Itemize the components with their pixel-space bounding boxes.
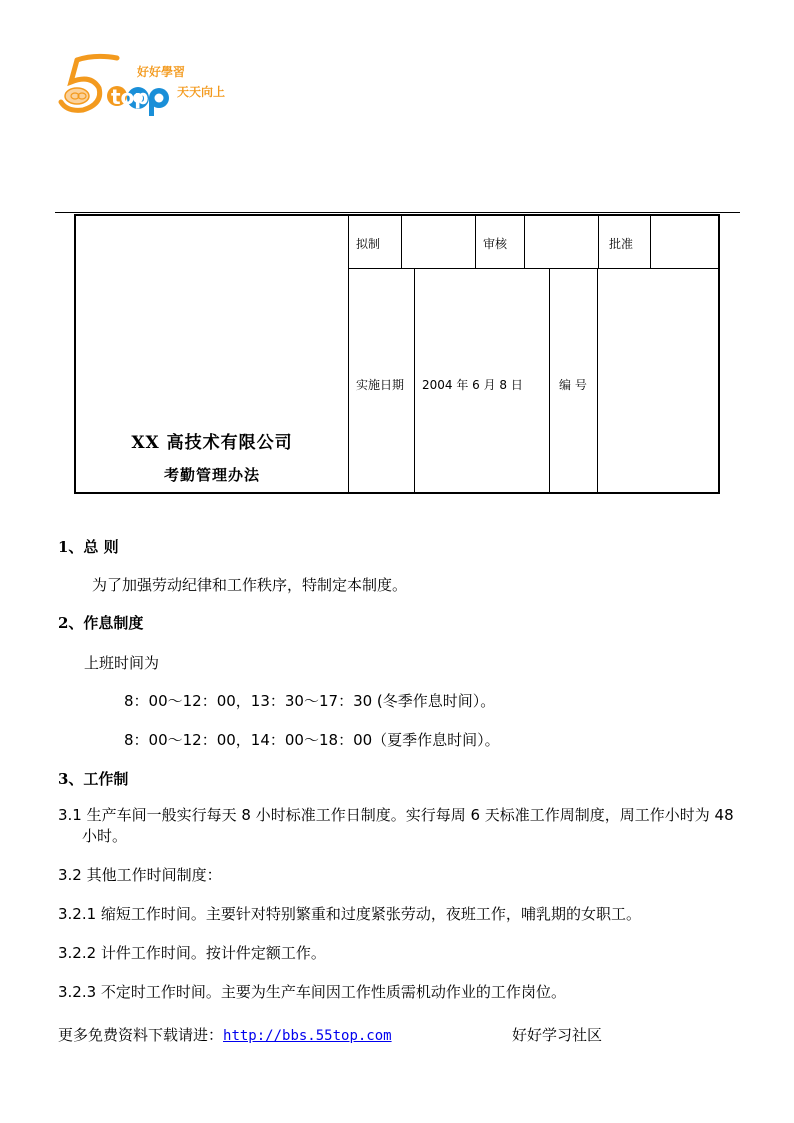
header-rule bbox=[55, 212, 740, 213]
number-label: 编 号 bbox=[559, 378, 587, 392]
clause-3-2-3: 3.2.3 不定时工作时间。主要为生产车间因工作性质需机动作业的工作岗位。 bbox=[58, 983, 566, 1001]
draft-label-cell bbox=[349, 216, 401, 268]
draft-label: 拟制 bbox=[356, 237, 381, 251]
title-panel bbox=[76, 216, 349, 492]
company-name: XX 高技术有限公司 bbox=[131, 433, 293, 453]
approve-value-cell bbox=[651, 216, 718, 268]
clause-3-2-2: 3.2.2 计件工作时间。按计件定额工作。 bbox=[58, 944, 326, 962]
divider bbox=[414, 269, 415, 492]
effective-date-value: 2004 年 6 月 8 日 bbox=[422, 378, 523, 392]
clause-3-1: 3.1 生产车间一般实行每天 8 小时标准工作日制度。实行每周 6 天标准工作周制度，周工作小时为 48 小时。 bbox=[58, 806, 734, 845]
logo-wordmark: top bbox=[111, 85, 149, 109]
logo-slogan-2: 天天向上 bbox=[177, 85, 226, 99]
draft-value-cell bbox=[402, 216, 475, 268]
review-value-cell bbox=[525, 216, 597, 268]
site-logo bbox=[55, 52, 255, 122]
forum-link[interactable]: http://bbs.55top.com bbox=[223, 1028, 392, 1044]
section-3-heading: 3、工作制 bbox=[58, 770, 129, 788]
document-title: 考勤管理办法 bbox=[163, 466, 260, 484]
approve-label-cell bbox=[599, 216, 649, 268]
winter-schedule: 8：00～12：00，13：30～17：30 (冬季作息时间）。 bbox=[124, 692, 496, 710]
clause-3-2: 3.2 其他工作时间制度： bbox=[58, 866, 222, 884]
document-header-table bbox=[74, 214, 720, 494]
review-label: 审核 bbox=[483, 237, 508, 251]
clause-3-2-1: 3.2.1 缩短工作时间。主要针对特别繁重和过度紧张劳动，夜班工作，哺乳期的女职工。 bbox=[58, 905, 641, 923]
section-1-body: 为了加强劳动纪律和工作秩序，特制定本制度。 bbox=[92, 576, 408, 594]
section-2-heading: 2、作息制度 bbox=[58, 614, 144, 632]
summer-schedule: 8：00～12：00，14：00～18：00（夏季作息时间）。 bbox=[124, 731, 500, 749]
implementation-row bbox=[349, 269, 718, 492]
logo-slogan-1: 好好學習 bbox=[137, 65, 186, 79]
section-1-heading: 1、总 则 bbox=[58, 538, 119, 556]
effective-date-label: 实施日期 bbox=[356, 378, 405, 392]
section-2-intro: 上班时间为 bbox=[84, 654, 160, 672]
approve-label: 批准 bbox=[609, 237, 634, 251]
footer-community: 好好学习社区 bbox=[512, 1026, 603, 1044]
logo-graphic bbox=[55, 52, 255, 122]
review-label-cell bbox=[476, 216, 524, 268]
signoff-row bbox=[349, 216, 718, 269]
divider bbox=[597, 269, 598, 492]
divider bbox=[549, 269, 550, 492]
footer-prefix: 更多免费资料下载请进： bbox=[58, 1026, 224, 1044]
footer-download bbox=[58, 1024, 392, 1045]
